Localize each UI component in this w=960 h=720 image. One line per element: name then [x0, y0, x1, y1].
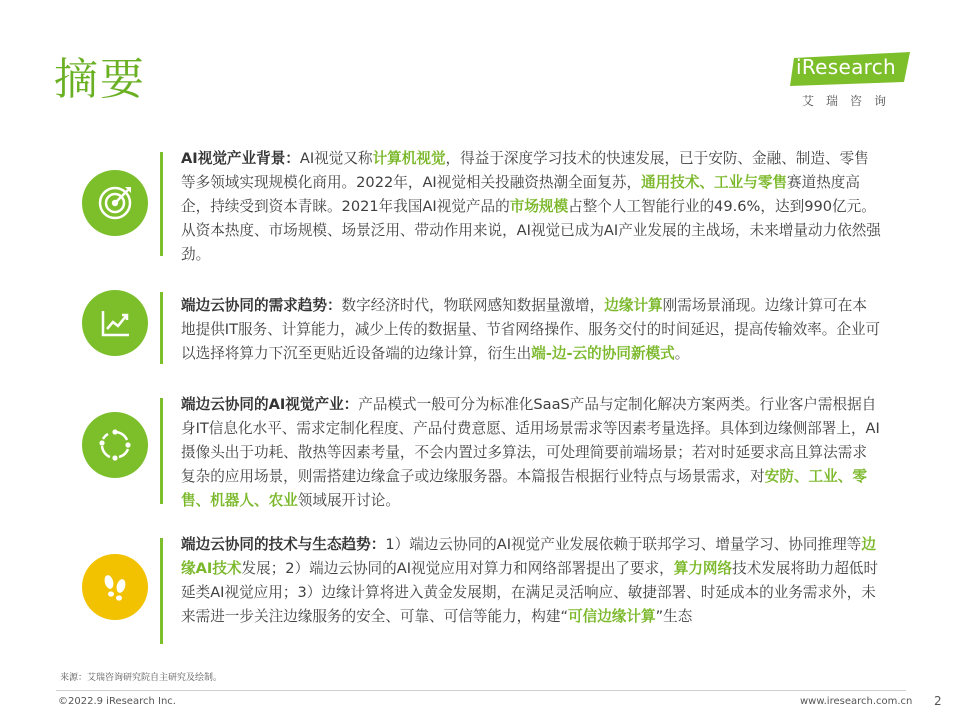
highlight-text: 可信边缘计算 [568, 608, 656, 625]
text-run: 技术发展将助力超低时延类AI视觉应用；3）边缘计算将进入黄金发展期，在满足灵活响应、敏捷部署、时延成本的业务需求外，未来需进一步关注边缘服务的安全、可靠、可信等能力，构建“ [181, 560, 879, 625]
highlight-text: 计算机视觉 [372, 150, 446, 167]
text-run: 。 [674, 345, 690, 362]
text-run: 发展；2）端边云协同的AI视觉应用对算力和网络部署提出了要求， [241, 560, 674, 577]
page-number: 2 [934, 694, 942, 708]
website-link[interactable]: www.iresearch.com.cn [800, 696, 913, 707]
trend-chart-icon [82, 290, 148, 356]
highlight-text: 通用技术、工业与零售 [641, 174, 788, 191]
section-accent-bar [160, 398, 163, 504]
section-text [181, 533, 881, 629]
target-icon [82, 170, 148, 236]
highlight-text: 算力网络 [673, 560, 733, 577]
source-note: 来源：艾瑞咨询研究院自主研究及绘制。 [60, 673, 223, 683]
text-run: 产品模式一般可分为标准化SaaS产品与定制化解决方案两类。行业客户需根据自身IT信息化水平、需求定制化程度、产品付费意愿、适用场景需求等因素考量选择。具体到边缘侧部署上，AI摄像头出于功耗、散热等因素考量，不会内置过多算法，可处理简要前端场景；若对时延要求高且算法需求复杂的应用场景，则需搭建边缘盒子或边缘服务器。本篇报告根据行业特点与场景需求，对 [181, 396, 880, 485]
highlight-text: 市场规模 [509, 198, 569, 215]
page-title: 摘要 [54, 54, 146, 105]
text-run: ”生态 [655, 608, 693, 625]
iresearch-logo [788, 44, 918, 114]
cycle-arrows-icon [82, 412, 148, 478]
section-lead: AI视觉产业背景： [181, 150, 300, 167]
text-run: 占整个人工智能行业的49.6%，达到990亿元。从资本热度、市场规模、场景泛用、带动作用来说，AI视觉已成为AI产业发展的主战场，未来增量动力依然强劲。 [181, 198, 881, 263]
section-text [181, 147, 881, 267]
section-lead: 端边云协同的AI视觉产业： [181, 396, 359, 413]
section-text [181, 393, 881, 513]
text-run: 1）端边云协同的AI视觉产业发展依赖于联邦学习、增量学习、协同推理等 [385, 536, 862, 553]
copyright: ©2022.9 iResearch Inc. [58, 696, 176, 707]
text-run: 数字经济时代，物联网感知数据量激增， [341, 297, 605, 314]
section-accent-bar [160, 538, 163, 644]
section-lead: 端边云协同的需求趋势： [181, 297, 342, 314]
section-lead: 端边云协同的技术与生态趋势： [181, 536, 386, 553]
section-accent-bar [160, 152, 163, 256]
highlight-text: 边缘计算 [604, 297, 663, 314]
footer-divider [56, 690, 906, 691]
highlight-text: 安防、工业、零售、机器人、农业 [181, 468, 867, 509]
text-run: ，得益于深度学习技术的快速发展，已于安防、金融、制造、零售等多领域实现规模化商用。2022年，AI视觉相关投融资热潮全面复苏， [181, 150, 869, 191]
footprints-icon [82, 554, 148, 620]
text-run: 刚需场景涌现。边缘计算可在本地提供IT服务、计算能力，减少上传的数据量、节省网络操作、服务交付的时间延迟，提高传输效率。企业可以选择将算力下沉至更贴近设备端的边缘计算，衍生出 [181, 297, 881, 362]
section-accent-bar [160, 292, 163, 364]
text-run: 赛道热度高企，持续受到资本青睐。2021年我国AI视觉产品的 [181, 174, 860, 215]
section-text [181, 294, 881, 366]
text-run: 领域展开讨论。 [297, 492, 400, 509]
text-run: AI视觉又称 [299, 150, 373, 167]
logo-wordmark: iResearch [796, 55, 896, 79]
highlight-text: 边缘AI技术 [181, 536, 876, 577]
logo-chinese-name: 艾瑞咨询 [802, 94, 899, 108]
highlight-text: 端-边-云的协同新模式 [531, 345, 675, 362]
